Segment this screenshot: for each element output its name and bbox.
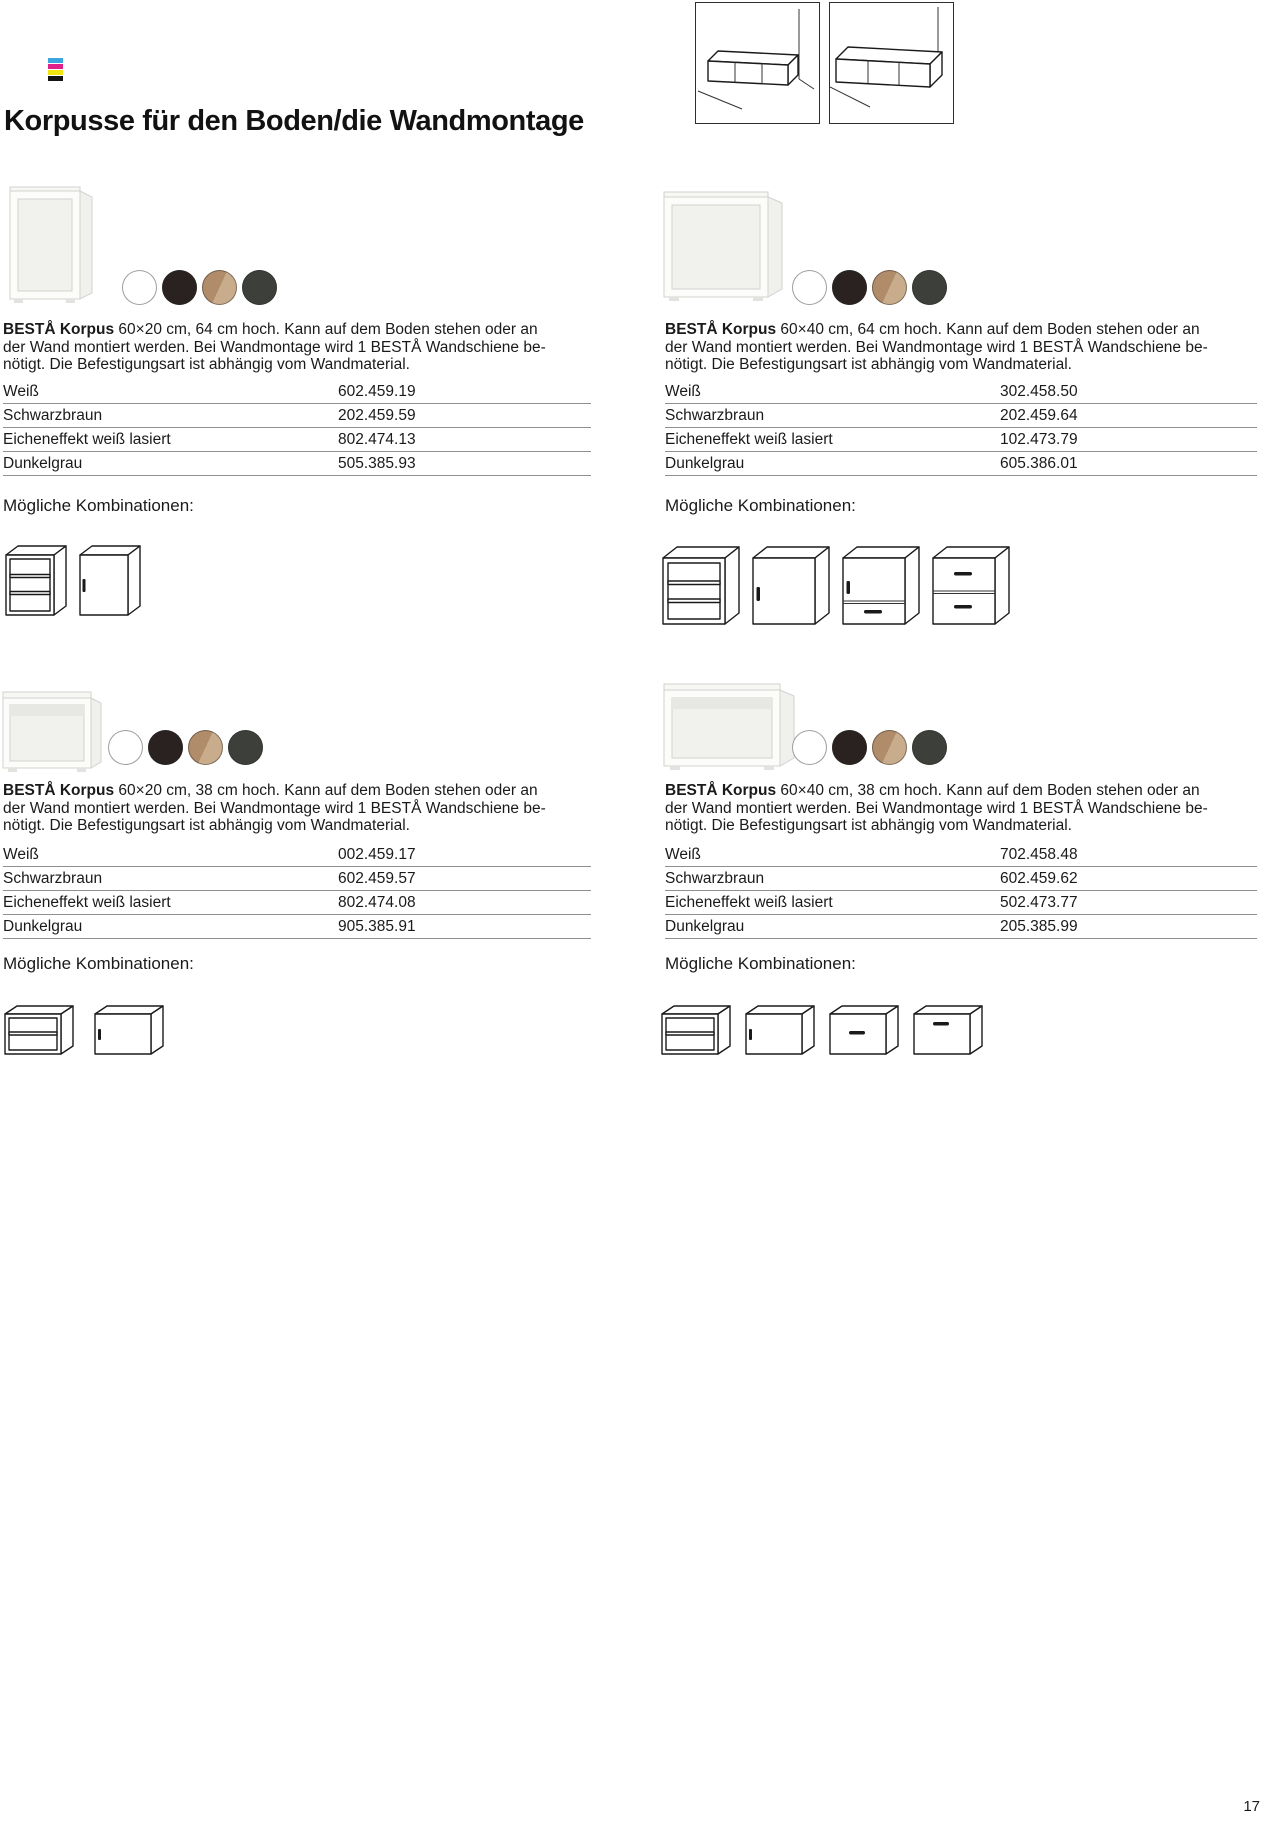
wall-shelf-thumbnail-2 (829, 2, 954, 124)
table-row (665, 428, 1257, 452)
product-name: BESTÅ Korpus (3, 321, 115, 338)
finish-swatches (108, 730, 263, 765)
finish-name: Dunkelgrau (665, 918, 745, 935)
wall-shelf-drawing-icon (696, 3, 817, 121)
table-row (665, 404, 1257, 428)
finish-swatches (792, 270, 947, 305)
combinations-label: Mögliche Kombinationen: (3, 954, 194, 973)
combo-low-drawer-cabinet-icon (912, 1002, 986, 1060)
combo-door-cabinet-icon (750, 542, 832, 630)
product-description: BESTÅ Korpus 60×20 cm, 64 cm hoch. Kann auf dem Boden stehen oder an der Wand montiert werden. Bei Wandmontage wird 1 BESTÅ Wandschiene be- nötigt. Die Befestigungsart ist abhängig vom Wandmaterial. (3, 321, 546, 374)
table-row (665, 915, 1257, 939)
product-photo-60x20-64 (4, 183, 104, 310)
article-number: 802.474.08 (338, 894, 416, 911)
yellow-bar (48, 70, 63, 75)
product-photo-60x40-64 (660, 185, 790, 308)
swatch-weiss (108, 730, 143, 765)
finish-name: Dunkelgrau (3, 918, 83, 935)
swatch-dunkelgrau (912, 730, 947, 765)
swatch-dunkelgrau (228, 730, 263, 765)
swatch-weiss (792, 270, 827, 305)
swatch-dunkelgrau (242, 270, 277, 305)
product-description: BESTÅ Korpus 60×20 cm, 38 cm hoch. Kann auf dem Boden stehen oder an der Wand montiert werden. Bei Wandmontage wird 1 BESTÅ Wandschiene be- nötigt. Die Befestigungsart ist abhängig vom Wandmaterial. (3, 782, 546, 835)
swatch-eicheneffekt (872, 270, 907, 305)
article-number: 505.385.93 (338, 455, 416, 472)
table-row (665, 891, 1257, 915)
swatch-weiss (122, 270, 157, 305)
swatch-schwarzbraun (162, 270, 197, 305)
combo-low-open-shelf-icon (3, 1002, 77, 1060)
combo-tall-open-shelf-icon (3, 542, 69, 618)
article-number: 602.459.19 (338, 383, 416, 400)
table-row (3, 915, 591, 939)
product-description: BESTÅ Korpus 60×40 cm, 64 cm hoch. Kann auf dem Boden stehen oder an der Wand montiert werden. Bei Wandmontage wird 1 BESTÅ Wandschiene be- nötigt. Die Befestigungsart ist abhängig vom Wandmaterial. (665, 321, 1208, 374)
print-registration-icon (48, 58, 63, 82)
combo-low-drawer-cabinet-icon (828, 1002, 902, 1060)
table-row (3, 891, 591, 915)
wall-shelf-thumbnail-1 (695, 2, 820, 124)
combo-low-door-cabinet-icon (744, 1002, 818, 1060)
table-row (3, 404, 591, 428)
combination-drawings (3, 542, 143, 618)
finish-name: Weiß (3, 383, 39, 400)
combo-tall-door-cabinet-icon (77, 542, 143, 618)
page-title: Korpusse für den Boden/die Wandmontage (4, 105, 584, 138)
table-row (3, 380, 591, 404)
product-name: BESTÅ Korpus (665, 321, 777, 338)
swatch-schwarzbraun (832, 270, 867, 305)
finish-table (3, 843, 591, 939)
article-number: 605.386.01 (1000, 455, 1078, 472)
swatch-schwarzbraun (148, 730, 183, 765)
page-number: 17 (1243, 1798, 1260, 1815)
combination-drawings (3, 1002, 167, 1060)
combinations-label: Mögliche Kombinationen: (3, 496, 194, 515)
combinations-label: Mögliche Kombinationen: (665, 954, 856, 973)
article-number: 905.385.91 (338, 918, 416, 935)
article-number: 205.385.99 (1000, 918, 1078, 935)
swatch-eicheneffekt (188, 730, 223, 765)
article-number: 302.458.50 (1000, 383, 1078, 400)
table-row (3, 843, 591, 867)
finish-name: Weiß (665, 383, 701, 400)
combo-low-open-shelf-icon (660, 1002, 734, 1060)
combination-drawings (660, 1002, 986, 1060)
article-number: 602.459.62 (1000, 870, 1078, 887)
swatch-eicheneffekt (202, 270, 237, 305)
finish-name: Schwarzbraun (665, 870, 765, 887)
table-row (665, 843, 1257, 867)
table-row (665, 452, 1257, 476)
article-number: 102.473.79 (1000, 431, 1078, 448)
combo-door-drawer-cabinet-icon (840, 542, 922, 630)
finish-name: Eicheneffekt weiß lasiert (665, 894, 833, 911)
finish-name: Weiß (3, 846, 39, 863)
combinations-label: Mögliche Kombinationen: (665, 496, 856, 515)
cyan-bar (48, 58, 63, 63)
finish-table (665, 380, 1257, 476)
finish-name: Dunkelgrau (3, 455, 83, 472)
finish-swatches (122, 270, 277, 305)
product-description: BESTÅ Korpus 60×40 cm, 38 cm hoch. Kann auf dem Boden stehen oder an der Wand montiert werden. Bei Wandmontage wird 1 BESTÅ Wandschiene be- nötigt. Die Befestigungsart ist abhängig vom Wandmaterial. (665, 782, 1208, 835)
finish-name: Eicheneffekt weiß lasiert (3, 894, 171, 911)
article-number: 002.459.17 (338, 846, 416, 863)
article-number: 702.458.48 (1000, 846, 1078, 863)
finish-name: Dunkelgrau (665, 455, 745, 472)
table-row (3, 867, 591, 891)
swatch-weiss (792, 730, 827, 765)
finish-table (3, 380, 591, 476)
product-photo-60x40-38 (660, 676, 802, 779)
article-number: 502.473.77 (1000, 894, 1078, 911)
table-row (665, 380, 1257, 404)
swatch-schwarzbraun (832, 730, 867, 765)
finish-swatches (792, 730, 947, 765)
table-row (3, 452, 591, 476)
product-name: BESTÅ Korpus (665, 782, 777, 799)
article-number: 802.474.13 (338, 431, 416, 448)
finish-name: Schwarzbraun (3, 870, 103, 887)
swatch-eicheneffekt (872, 730, 907, 765)
wall-shelf-drawing-icon (830, 3, 951, 121)
black-bar (48, 76, 63, 81)
finish-name: Eicheneffekt weiß lasiert (665, 431, 833, 448)
finish-name: Schwarzbraun (3, 407, 103, 424)
article-number: 602.459.57 (338, 870, 416, 887)
finish-name: Weiß (665, 846, 701, 863)
combination-drawings (660, 542, 1012, 630)
finish-name: Schwarzbraun (665, 407, 765, 424)
article-number: 202.459.59 (338, 407, 416, 424)
combo-low-door-cabinet-icon (93, 1002, 167, 1060)
product-photo-60x20-38 (0, 682, 106, 779)
table-row (665, 867, 1257, 891)
swatch-dunkelgrau (912, 270, 947, 305)
magenta-bar (48, 64, 63, 69)
combo-two-drawer-cabinet-icon (930, 542, 1012, 630)
finish-table (665, 843, 1257, 939)
finish-name: Eicheneffekt weiß lasiert (3, 431, 171, 448)
article-number: 202.459.64 (1000, 407, 1078, 424)
product-name: BESTÅ Korpus (3, 782, 115, 799)
table-row (3, 428, 591, 452)
combo-open-shelf-icon (660, 542, 742, 630)
